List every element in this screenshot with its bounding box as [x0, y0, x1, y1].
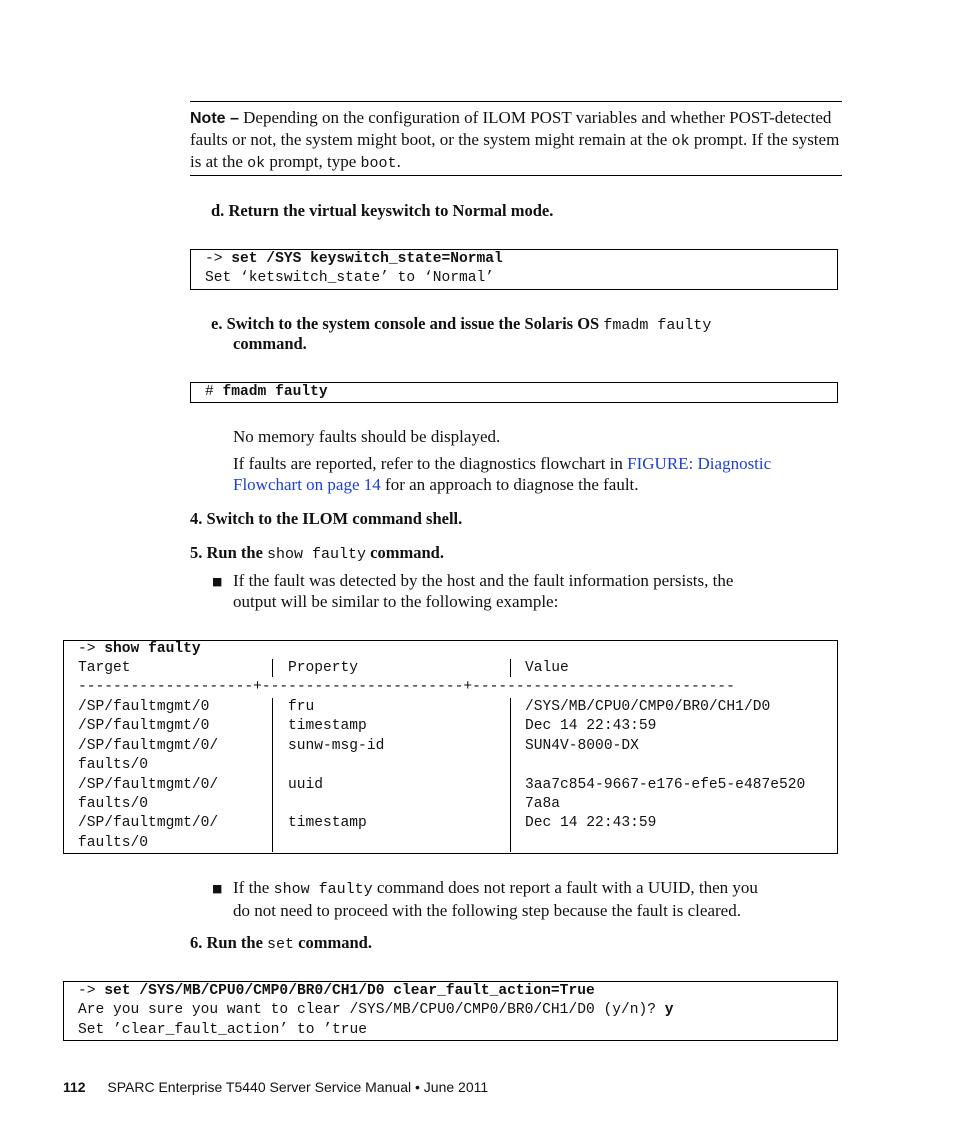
code3-separator: --------------------+-----------------------+------------------------------ — [78, 679, 735, 695]
step-4-number: 4. — [190, 509, 203, 528]
code3-divider-3 — [272, 698, 273, 852]
code2-prompt: # — [205, 384, 214, 400]
step-5-text2: command. — [370, 543, 444, 562]
code-block-show-faulty — [63, 640, 838, 854]
step-4 — [190, 509, 462, 530]
step-5 — [190, 543, 444, 566]
step-6-number: 6. — [190, 933, 203, 952]
step-5-text: Run the — [206, 543, 263, 562]
note-text-4: . — [396, 152, 401, 171]
note-text-1: Depending on the configuration of ILOM POST variables and whether POST-detected faults or not, the system might boot, or the system might remain at the — [190, 108, 832, 149]
code3-header-value: Value — [525, 660, 569, 676]
code3-divider-2 — [510, 659, 511, 677]
step-e-line2 — [233, 334, 307, 355]
code3-divider-1 — [272, 659, 273, 677]
note-code-boot: boot — [360, 155, 397, 172]
code3-cell-r6-c0: /SP/faultmgmt/0/ — [78, 815, 219, 832]
note-label: Note – — [190, 110, 239, 127]
step-4-text: Switch to the ILOM command shell. — [206, 509, 463, 528]
step-d-text: Return the virtual keyswitch to Normal mode. — [228, 201, 554, 220]
code3-cell-r4-c2: 3aa7c854-9667-e176-efe5-e487e520 — [525, 776, 806, 793]
step-e-code: fmadm faulty — [603, 317, 712, 334]
page-footer — [63, 1079, 488, 1095]
code3-header-property: Property — [288, 660, 359, 676]
note-code-ok-1: ok — [671, 132, 690, 150]
code3-cell-r4-c1: uuid — [288, 776, 324, 793]
step-e-number: e. — [211, 314, 223, 333]
code3-cell-r1-c2: Dec 14 22:43:59 — [525, 718, 657, 735]
footer-bullet: • — [415, 1079, 420, 1095]
step-e-text: Switch to the system console and issue the Solaris OS — [226, 314, 600, 333]
code3-command-line: -> show faulty — [78, 641, 201, 657]
code3-cell-r2-c2: SUN4V-8000-DX — [525, 737, 639, 754]
para-faults-reported — [233, 454, 843, 495]
code3-cell-r5-c2: 7a8a — [525, 796, 561, 812]
code3-header-target: Target — [78, 660, 131, 676]
bullet-square-icon: ■ — [212, 575, 223, 588]
code3-cell-r3-c0: faults/0 — [78, 757, 149, 774]
code3-cell-r7-c0: faults/0 — [78, 834, 149, 851]
step-d — [211, 201, 553, 222]
diagnostic-flowchart-link[interactable]: FIGURE: Diagnostic Flowchart on page 14 — [233, 454, 772, 494]
step-6 — [190, 933, 372, 956]
code4-line2: Are you sure you want to clear /SYS/MB/CPU0/CMP0/BR0/CH1/D0 (y/n)? — [78, 1002, 657, 1019]
bullet-2-text: If the show faulty command does not report a fault with a UUID, then you do not need to proceed with the following step because the fault is cleared. — [233, 878, 758, 920]
footer-title: SPARC Enterprise T5440 Server Service Manual — [107, 1079, 412, 1095]
code3-cell-r6-c2: Dec 14 22:43:59 — [525, 815, 657, 832]
bullet-1-text: If the fault was detected by the host and the fault information persists, the output will be similar to the following example: — [233, 571, 734, 611]
note-code-ok-2: ok — [247, 155, 266, 172]
para-no-faults: No memory faults should be displayed. — [233, 427, 501, 446]
step-6-text2: command. — [298, 933, 372, 952]
code3-cell-r4-c0: /SP/faultmgmt/0/ — [78, 776, 219, 793]
note-box — [190, 101, 842, 176]
code3-cell-r1-c0: /SP/faultmgmt/0 — [78, 718, 210, 735]
note-text-3: prompt, type — [265, 152, 361, 171]
para2-before: If faults are reported, refer to the diagnostics flowchart in — [233, 454, 628, 473]
code3-cell-r1-c1: timestamp — [288, 718, 367, 735]
code4-answer: y — [664, 1002, 674, 1019]
step-e-text2: command. — [233, 334, 307, 353]
code-block-clear-fault: -> set /SYS/MB/CPU0/CMP0/BR0/CH1/D0 clear_fault_action=True Are you sure you want to clear /SYS/MB/CPU0/CMP0/BR0/CH1/D0 (y/n)? y Set ’clear_fault_action’ to ’true — [63, 981, 838, 1041]
code1-prompt: -> — [205, 251, 223, 267]
code3-divider-4 — [510, 698, 511, 852]
step-d-number: d. — [211, 201, 225, 220]
para2-after: for an approach to diagnose the fault. — [380, 474, 639, 494]
code4-command: set /SYS/MB/CPU0/CMP0/BR0/CH1/D0 clear_fault_action=True — [104, 983, 595, 999]
code-block-fmadm — [190, 382, 838, 403]
bullet-square-icon-2: ■ — [212, 882, 223, 895]
code3-cell-r2-c0: /SP/faultmgmt/0/ — [78, 737, 219, 754]
step-5-number: 5. — [190, 543, 203, 562]
code3-cell-r6-c1: timestamp — [288, 815, 367, 832]
step-5-code: show faulty — [267, 546, 367, 563]
page-number: 112 — [63, 1079, 86, 1095]
footer-date: June 2011 — [423, 1079, 489, 1095]
code1-command: set /SYS keyswitch_state=Normal — [231, 251, 503, 267]
step-6-code: set — [267, 936, 295, 953]
note-text-2: prompt. If the system is at the — [190, 129, 840, 171]
code-block-keyswitch — [190, 249, 838, 290]
code3-cell-r0-c2: /SYS/MB/CPU0/CMP0/BR0/CH1/D0 — [525, 699, 771, 715]
step-6-text: Run the — [206, 933, 263, 952]
code3-cell-r5-c0: faults/0 — [78, 796, 149, 812]
code3-cell-r0-c0: /SP/faultmgmt/0 — [78, 699, 210, 715]
code2-command: fmadm faulty — [222, 384, 328, 400]
code3-cell-r0-c1: fru — [288, 699, 315, 715]
code1-output: Set ‘ketswitch_state’ to ‘Normal’ — [205, 270, 495, 287]
code4-line3: Set ’clear_fault_action’ to ’true — [78, 1021, 368, 1038]
code3-cell-r2-c1: sunw-msg-id — [288, 737, 385, 754]
